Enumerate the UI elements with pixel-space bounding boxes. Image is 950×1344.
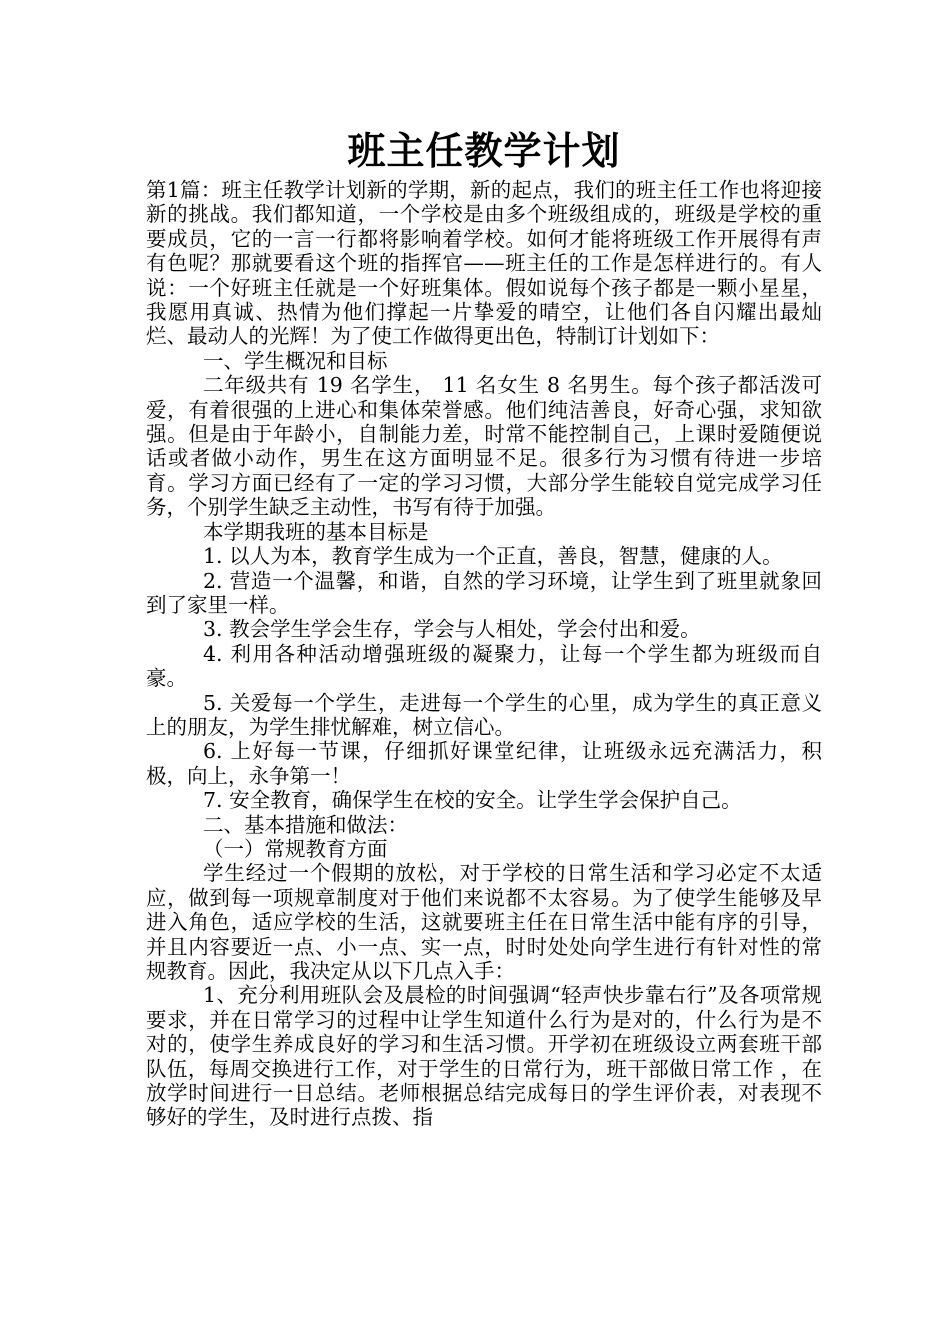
subsection-heading-routine: （一）常规教育方面 <box>203 836 388 861</box>
document-page <box>146 128 822 1130</box>
goal-item-5: 5. 关爱每一个学生，走进每一个学生的心里，成为学生的真正意义上的朋友，为学生排忧解难，树立信心。 <box>146 690 822 739</box>
goal-item-6: 6. 上好每一节课，仔细抓好课堂纪律，让班级永远充满活力，积极，向上，永争第一！ <box>146 739 822 788</box>
paragraph-student-overview: 二年级共有 19 名学生， 11 名女生 8 名男生。每个孩子都活泼可爱，有着很强的上进心和集体荣誉感。他们纯洁善良，好奇心强，求知欲强。但是由于年龄小，自制能力差，时常不能控制自己，上课时爱随便说话或者做小动作，男生在这方面明显不足。很多行为习惯有待进一步培育。学习方面已经有了一定的学习习惯，大部分学生能较自觉完成学习任务，个别学生缺乏主动性，书写有待于加强。 <box>146 373 822 520</box>
paragraph-routine-education: 学生经过一个假期的放松，对于学校的日常生活和学习必定不太适应，做到每一项规章制度对于他们来说都不太容易。为了使学生能够及早进入角色，适应学校的生活，这就要班主任在日常生活中能有序的引导，并且内容要近一点、小一点、实一点，时时处处向学生进行有针对性的常规教育。因此，我决定从以下几点入手： <box>146 861 822 983</box>
goal-item-4: 4. 利用各种活动增强班级的凝聚力，让每一个学生都为班级而自豪。 <box>146 641 822 691</box>
goal-item-2: 2. 营造一个温馨，和谐，自然的学习环境，让学生到了班里就象回到了家里一样。 <box>146 568 822 617</box>
paragraph-goals-intro: 本学期我班的基本目标是 <box>203 519 429 544</box>
section-heading-overview: 一、学生概况和目标 <box>203 348 388 373</box>
goal-item-3: 3. 教会学生学会生存，学会与人相处，学会付出和爱。 <box>203 617 701 642</box>
document-body <box>146 178 822 1130</box>
paragraph-intro: 第1篇：班主任教学计划新的学期，新的起点，我们的班主任工作也将迎接新的挑战。我们都知道，一个学校是由多个班级组成的，班级是学校的重要成员，它的一言一行都将影响着学校。如何才能将班级工作开展得有声有色呢？那就要看这个班的指挥官——班主任的工作是怎样进行的。有人说：一个好班主任就是一个好班集体。假如说每个孩子都是一颗小星星，我愿用真诚、热情为他们撑起一片挚爱的晴空，让他们各自闪耀出最灿烂、最动人的光辉！为了使工作做得更出色，特制订计划如下： <box>146 178 822 349</box>
document-title: 班主任教学计划 <box>347 128 621 173</box>
goal-item-1: 1. 以人为本，教育学生成为一个正直，善良，智慧，健康的人。 <box>203 544 783 569</box>
paragraph-measure-1: 1、充分利用班队会及晨检的时间强调“轻声快步靠右行”及各项常规要求，并在日常学习的过程中让学生知道什么行为是对的，什么行为是不对的，使学生养成良好的学习和生活习惯。开学初在班级设立两套班干部队伍，每周交换进行工作，对于学生的日常行为，班干部做日常工作 ，在放学时间进行一日总结。老师根据总结完成每日的学生评价表，对表现不够好的学生，及时进行点拨、指 <box>146 983 822 1130</box>
goal-item-7: 7. 安全教育，确保学生在校的安全。让学生学会保护自己。 <box>203 788 742 813</box>
section-heading-measures: 二、基本措施和做法： <box>203 812 408 837</box>
